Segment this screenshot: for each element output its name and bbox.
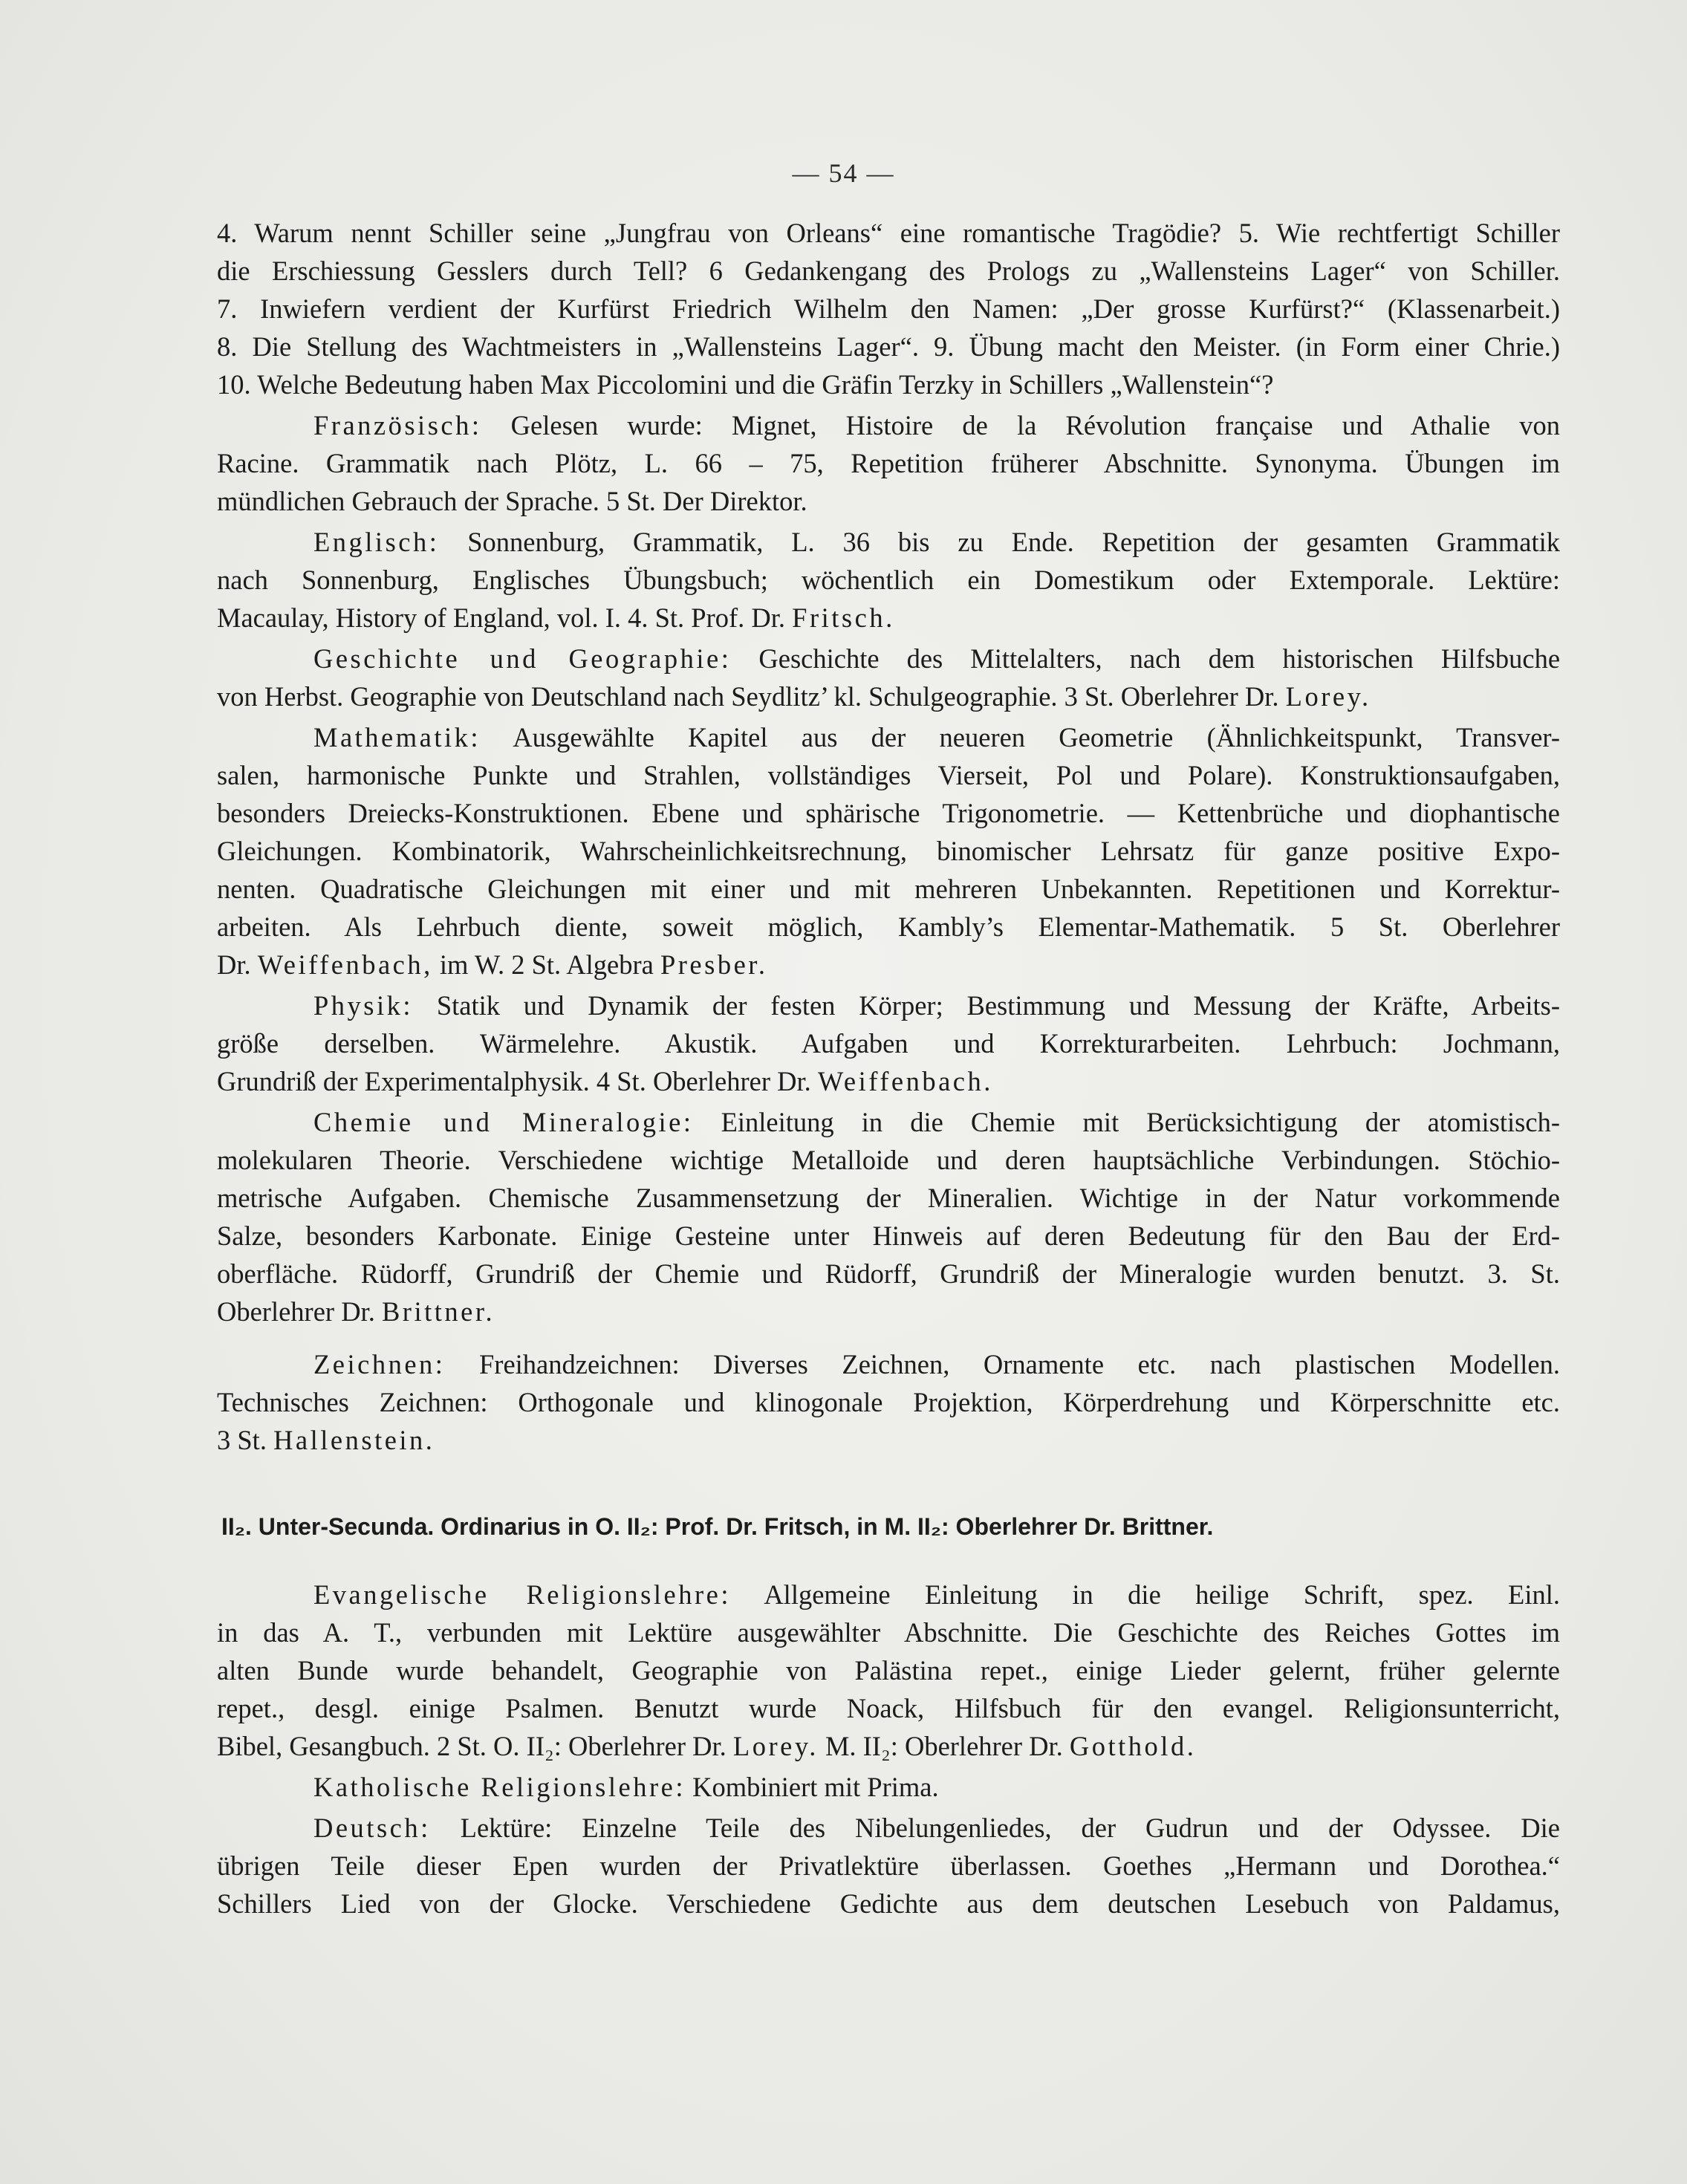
subject-title: Chemie und Mineralogie: [313,1107,694,1137]
text-line: Allgemeine Einleitung in die heilige Schrift, spez. Einl. [764,1579,1560,1610]
subject-title: Französisch: [313,410,482,441]
subject-title: Katholische Religionslehre: [313,1772,686,1802]
text-line: 10. Welche Bedeutung haben Max Piccolomini und die Gräfin Terzky in Schillers „Wallenstein“? [217,369,1274,400]
teacher-name: Weiffenbach. [817,1066,993,1096]
text-line: größe derselben. Wärmelehre. Akustik. Aufgaben und Korrekturarbeiten. Lehrbuch: Jochmann, [217,1028,1560,1059]
text-line: Ausgewählte Kapitel aus der neueren Geometrie (Ähnlichkeitspunkt, Transver- [513,722,1560,753]
text-line: Freihandzeichnen: Diverses Zeichnen, Ornamente etc. nach plastischen Modellen. [479,1349,1560,1379]
section-heading [217,1508,1560,1546]
subject-physik [217,987,1560,1100]
subject-title: Evangelische Religionslehre: [313,1579,731,1610]
text-line: 3 St. [217,1425,274,1455]
text-line: nach Sonnenburg, Englisches Übungsbuch; wöchentlich ein Domestikum oder Extemporale. Lektüre: [217,565,1560,595]
subject-title: Zeichnen: [313,1349,446,1379]
subject-franzoesisch [217,406,1560,520]
text-line: Einleitung in die Chemie mit Berücksichtigung der atomistisch- [721,1107,1560,1137]
text-line: alten Bunde wurde behandelt, Geographie von Palästina repet., einige Lieder gelernt, früher gelernte [217,1655,1560,1686]
text-line: 7. Inwiefern verdient der Kurfürst Friedrich Wilhelm den Namen: „Der grosse Kurfürst?“ (Klassenarbeit.) [217,293,1560,324]
teacher-name: Presber. [660,949,768,980]
teacher-name: Hallenstein. [273,1425,435,1455]
page-body [217,214,1560,1923]
text-line: Statik und Dynamik der festen Körper; Bestimmung und Messung der Kräfte, Arbeits- [436,990,1560,1021]
text-line: Dr. [217,949,258,980]
teacher-name: Brittner. [381,1296,495,1327]
text-line: Grundriß der Experimentalphysik. 4 St. Oberlehrer Dr. [217,1066,818,1096]
text-line: Schillers Lied von der Glocke. Verschiedene Gedichte aus dem deutschen Lesebuch von Paldamus, [217,1888,1560,1919]
text-line: Salze, besonders Karbonate. Einige Gesteine unter Hinweis auf deren Bedeutung für den Bau der Erd- [217,1221,1560,1251]
text-line: Gleichungen. Kombinatorik, Wahrscheinlichkeitsrechnung, binomischer Lehrsatz für ganze positive Expo- [217,836,1560,866]
text-line: molekularen Theorie. Verschiedene wichtige Metalloide und deren hauptsächliche Verbindungen. Stöchio- [217,1145,1560,1175]
text-line: salen, harmonische Punkte und Strahlen, vollständiges Vierseit, Pol und Polare). Konstruktionsaufgaben, [217,760,1560,790]
subject-evangelische-religion [217,1576,1560,1765]
teacher-name: Fritsch. [792,602,895,633]
spacer [217,1459,1560,1508]
text-line: arbeiten. Als Lehrbuch diente, soweit möglich, Kambly’s Elementar-Mathematik. 5 St. Oberlehrer [217,911,1560,942]
text-line: oberfläche. Rüdorff, Grundriß der Chemie und Rüdorff, Grundriß der Mineralogie wurden benutzt. 3. St. [217,1258,1560,1289]
text-line: besonders Dreiecks-Konstruktionen. Ebene und sphärische Trigonometrie. — Kettenbrüche und diophantische [217,798,1560,828]
subject-deutsch [217,1809,1560,1923]
text-line: Technisches Zeichnen: Orthogonale und klinogonale Projektion, Körperdrehung und Körperschnitte etc. [217,1387,1560,1417]
text-line: Kombiniert mit Prima. [692,1772,939,1802]
text-line: in das A. T., verbunden mit Lektüre ausgewählter Abschnitte. Die Geschichte des Reiches Gottes im [217,1617,1560,1648]
text-line: Geschichte des Mittelalters, nach dem historischen Hilfsbuche [758,643,1560,674]
subject-title: Geschichte und Geographie: [313,643,732,674]
teacher-name: Lorey. [732,1731,819,1761]
subject-zeichnen [217,1345,1560,1459]
text-line: 8. Die Stellung des Wachtmeisters in „Wallensteins Lager“. 9. Übung macht den Meister. (in Form einer Chrie.) [217,331,1560,362]
text-line: mündlichen Gebrauch der Sprache. 5 St. Der Direktor. [217,486,807,516]
subject-title: Deutsch: [313,1813,431,1843]
deutsch-topics-continued [217,214,1560,403]
text-line: von Herbst. Geographie von Deutschland nach Seydlitz’ kl. Schulgeographie. 3 St. Oberlehrer Dr. [217,681,1286,712]
subject-chemie [217,1103,1560,1330]
teacher-name: Weiffenbach, [257,949,433,980]
subject-katholische-religion [217,1768,1560,1806]
text-line: Gelesen wurde: Mignet, Histoire de la Révolution française und Athalie von [510,410,1560,441]
text-line: Bibel, Gesangbuch. 2 St. O. II₂: Oberlehrer Dr. [217,1731,733,1761]
text-line: übrigen Teile dieser Epen wurden der Privatlektüre überlassen. Goethes „Hermann und Dorothea.“ [217,1850,1560,1881]
text-line: repet., desgl. einige Psalmen. Benutzt wurde Noack, Hilfsbuch für den evangel. Religionsunterricht, [217,1693,1560,1723]
text-line: Sonnenburg, Grammatik, L. 36 bis zu Ende. Repetition der gesamten Grammatik [467,527,1560,557]
text-line: nenten. Quadratische Gleichungen mit einer und mit mehreren Unbekannten. Repetitionen und Korrektur- [217,874,1560,904]
subject-mathematik [217,718,1560,984]
teacher-name: Gotthold. [1069,1731,1197,1761]
subject-geschichte [217,640,1560,715]
text-line: metrische Aufgaben. Chemische Zusammensetzung der Mineralien. Wichtige in der Natur vorkommende [217,1183,1560,1213]
text-line: Racine. Grammatik nach Plötz, L. 66 – 75, Repetition früherer Abschnitte. Synonyma. Übungen im [217,448,1560,478]
text-fragment: im W. 2 St. Algebra [432,949,660,980]
teacher-name: Lorey. [1285,681,1371,712]
spacer [217,1330,1560,1342]
page-number: — 54 — [792,158,895,188]
text-line: 4. Warum nennt Schiller seine „Jungfrau von Orleans“ eine romantische Tragödie? 5. Wie rechtfertigt Schiller [217,218,1560,248]
subject-title: Physik: [313,990,414,1021]
text-line: Oberlehrer Dr. [217,1296,382,1327]
text-fragment: M. II₂: Oberlehrer Dr. [818,1731,1070,1761]
section-heading-text: II₂. Unter-Secunda. Ordinarius in O. II₂: Prof. Dr. Fritsch, in M. II₂: Oberlehrer Dr. Brittner. [221,1513,1214,1540]
text-line: Macaulay, History of England, vol. I. 4. St. Prof. Dr. [217,602,793,633]
subject-englisch [217,523,1560,637]
subject-title: Mathematik: [313,722,481,753]
text-line: die Erschiessung Gesslers durch Tell? 6 Gedankengang des Prologs zu „Wallensteins Lager“ von Schiller. [217,256,1560,286]
subject-title: Englisch: [313,527,440,557]
text-line: Lektüre: Einzelne Teile des Nibelungenliedes, der Gudrun und der Odyssee. Die [460,1813,1560,1843]
